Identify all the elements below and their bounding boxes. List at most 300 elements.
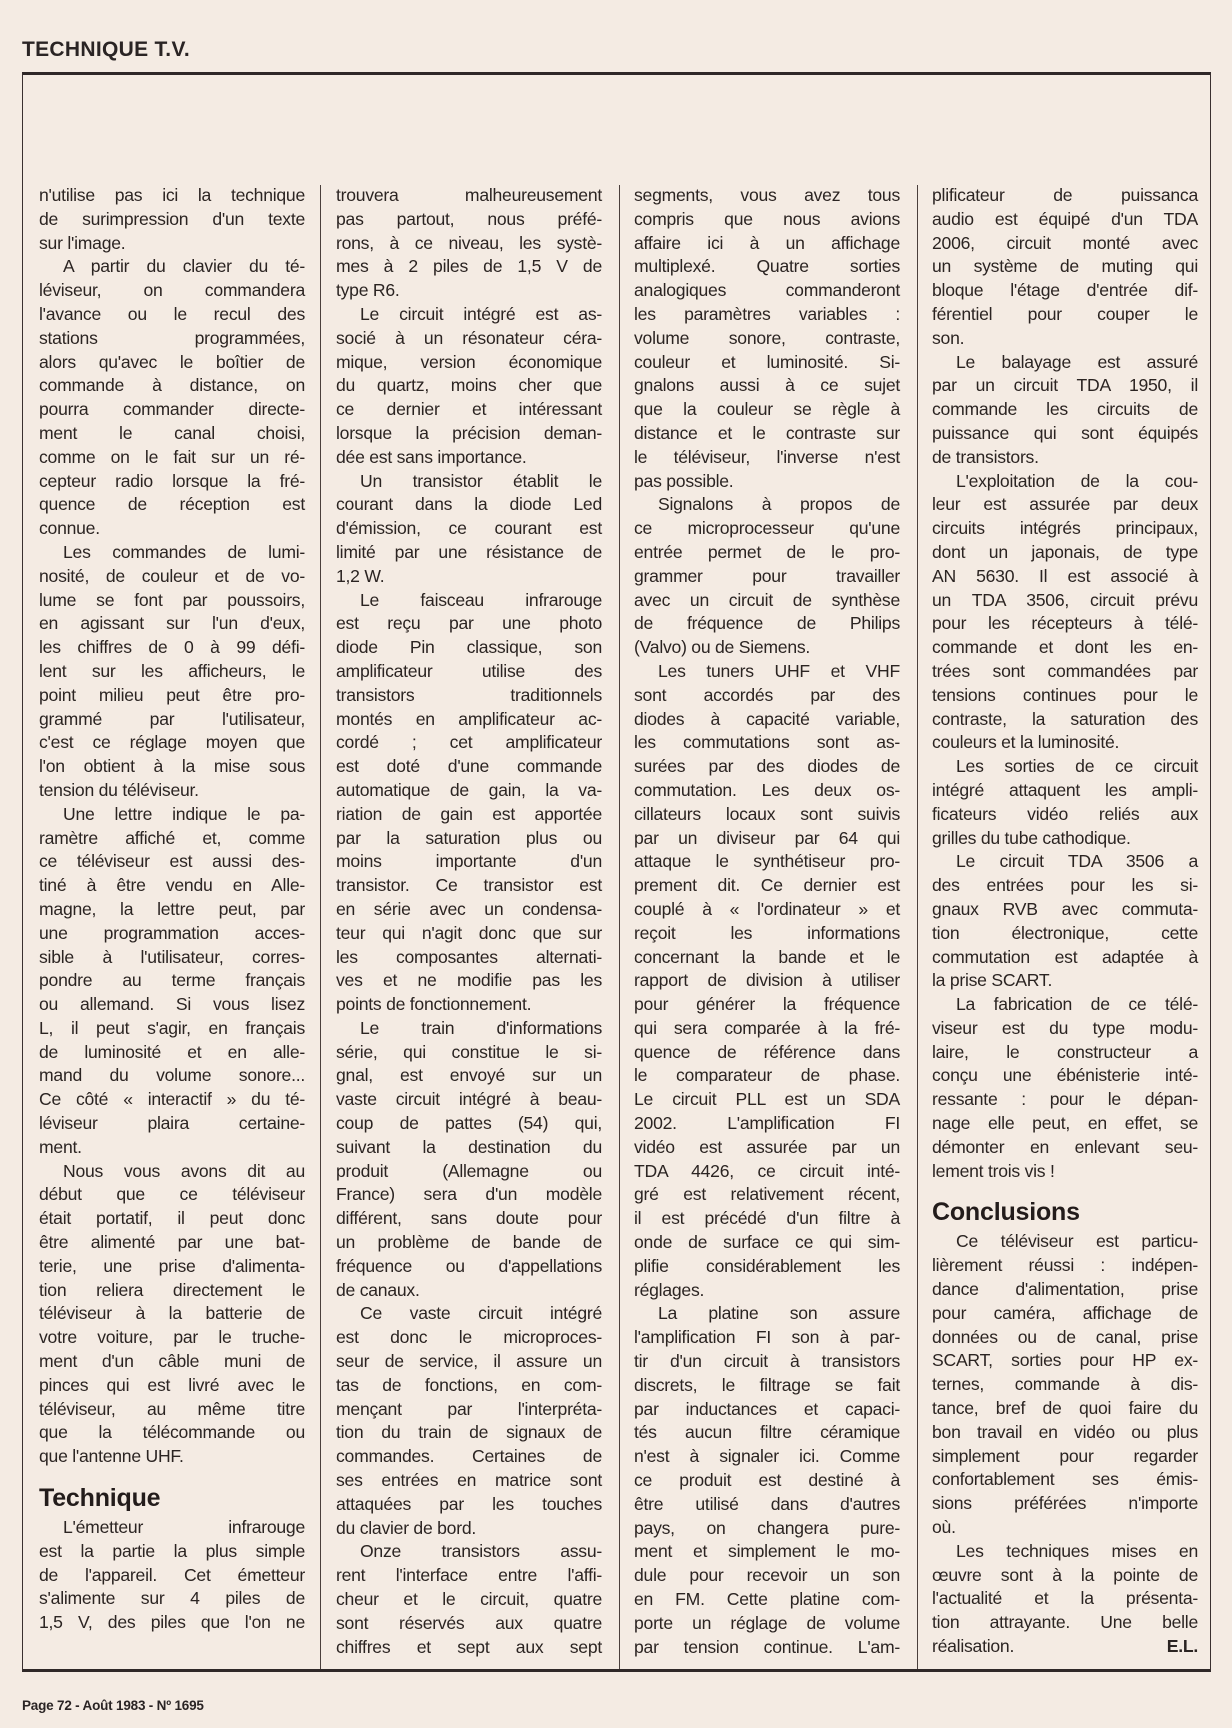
line-text: est doté d'une commande (336, 756, 602, 777)
line-text: trouvera malheureusement (336, 185, 602, 205)
line-text: prement dit. Ce dernier est (634, 875, 900, 896)
line-text: c'est ce réglage moyen que (39, 732, 305, 753)
line-text: tion reliera directement le (39, 1279, 305, 1300)
line-text: n'utilise pas ici la technique (39, 185, 305, 205)
line-text: est la partie la plus simple (39, 1540, 305, 1561)
paragraph (932, 850, 1198, 993)
line-text: TDA 4426, ce circuit inté- (634, 1160, 900, 1181)
line-text: pour générer la fréquence (634, 994, 900, 1015)
line-text: ce dernier et intéressant (336, 399, 602, 420)
text-line (932, 1516, 1198, 1540)
text-line (634, 874, 900, 898)
line-text: diodes à capacité variable, (634, 708, 900, 729)
text-line (932, 1064, 1198, 1088)
line-text: ce produit est destiné à (634, 1470, 900, 1491)
text-line (634, 1017, 900, 1041)
text-line (932, 1373, 1198, 1397)
line-text: il est précédé d'un filtre à (634, 1208, 900, 1229)
text-line (39, 1374, 305, 1398)
paragraph (336, 589, 602, 1017)
line-text: Les tuners UHF et VHF (658, 660, 900, 681)
line-text: est reçu par une photo (336, 613, 602, 634)
text-line (39, 1136, 305, 1160)
line-text: vaste circuit intégré à beau- (336, 1089, 602, 1110)
text-line (634, 684, 900, 708)
text-line (932, 1540, 1198, 1564)
text-line (634, 1183, 900, 1207)
text-line (39, 1564, 305, 1588)
text-line (39, 517, 305, 541)
line-text: pas possible. (634, 470, 734, 491)
text-line (336, 351, 602, 375)
text-line (39, 612, 305, 636)
text-line (336, 969, 602, 993)
line-text: les paramètres variables : (634, 303, 900, 324)
line-text: tas de fonctions, en com- (336, 1374, 602, 1395)
text-line (932, 803, 1198, 827)
line-text: mençant par l'interpréta- (336, 1398, 602, 1419)
line-text: tance, bref de quoi faire du (932, 1398, 1198, 1419)
line-text: 1,5 V, des piles que l'on ne (39, 1612, 305, 1633)
text-line (634, 922, 900, 946)
text-line (336, 708, 602, 732)
text-line (932, 517, 1198, 541)
text-line (634, 1112, 900, 1136)
text-line (39, 351, 305, 375)
text-line (39, 660, 305, 684)
line-text: automatique de gain, la va- (336, 779, 602, 800)
text-line (932, 565, 1198, 589)
line-text: reçoit les informations (634, 922, 900, 943)
paragraph (39, 541, 305, 803)
text-line (336, 1112, 602, 1136)
line-text: où. (932, 1517, 956, 1538)
line-text: ment le canal choisi, (39, 422, 305, 443)
section-heading: Technique (39, 1484, 161, 1513)
line-text: du clavier de bord. (336, 1517, 476, 1538)
text-line (336, 279, 602, 303)
line-text: L'émetteur infrarouge (63, 1517, 305, 1538)
text-line (336, 1041, 602, 1065)
line-text: stations programmées, (39, 327, 305, 348)
text-line (336, 565, 602, 589)
text-line (932, 303, 1198, 327)
text-line (634, 1088, 900, 1112)
text-line (932, 493, 1198, 517)
text-line (336, 327, 602, 351)
line-text: type R6. (336, 280, 400, 301)
text-line (336, 731, 602, 755)
line-text: ment et simplement le mo- (634, 1541, 900, 1562)
line-text: de canaux. (336, 1279, 420, 1300)
text-line (932, 850, 1198, 874)
line-text: montés en amplificateur ac- (336, 708, 602, 729)
line-text: férentiel pour couper le (932, 303, 1198, 324)
text-line (634, 374, 900, 398)
paragraph (39, 1516, 305, 1635)
paragraph (336, 1302, 602, 1540)
text-column-1 (39, 184, 305, 1635)
line-text: analogiques commanderont (634, 280, 900, 301)
text-line (634, 1374, 900, 1398)
text-line (336, 946, 602, 970)
text-line (634, 1160, 900, 1184)
column-divider (619, 185, 620, 1669)
line-text: quence de référence dans (634, 1041, 900, 1062)
line-text: audio est équipé d'un TDA (932, 208, 1198, 229)
line-text: connue. (39, 518, 100, 539)
line-text: du quartz, moins cher que (336, 375, 602, 396)
line-text: mand du volume sonore... (39, 1065, 305, 1086)
text-line (634, 1064, 900, 1088)
text-line (932, 541, 1198, 565)
line-text: magne, la lettre peut, par (39, 898, 305, 919)
line-text: lorsque la précision deman- (336, 422, 602, 443)
line-text: La fabrication de ce télé- (956, 994, 1198, 1015)
line-text: trées sont commandées par (932, 660, 1198, 681)
line-text: AN 5630. Il est associé à (932, 565, 1198, 586)
line-text: amplificateur utilise des (336, 660, 602, 681)
text-line (932, 612, 1198, 636)
line-text: diode Pin classique, son (336, 637, 602, 658)
line-text: alors qu'avec le boîtier de (39, 351, 305, 372)
line-text: socié à un résonateur céra- (336, 327, 602, 348)
line-text: l'actualité et la présenta- (932, 1588, 1198, 1609)
text-line (336, 684, 602, 708)
paragraph (634, 184, 900, 493)
text-line (39, 1611, 305, 1635)
line-text: couleurs et la luminosité. (932, 732, 1120, 753)
text-line (39, 850, 305, 874)
line-text: avec un circuit de synthèse (634, 589, 900, 610)
text-line (336, 1398, 602, 1422)
text-line (39, 1255, 305, 1279)
line-text: ce microprocesseur qu'une (634, 518, 900, 539)
line-text: multiplexé. Quatre sorties (634, 256, 900, 277)
text-line (39, 946, 305, 970)
section-header: TECHNIQUE T.V. (22, 38, 190, 61)
paragraph (39, 803, 305, 1160)
text-line (39, 1207, 305, 1231)
text-line (39, 493, 305, 517)
line-text: onde de surface ce qui sim- (634, 1232, 900, 1253)
line-text: grilles du tube cathodique. (932, 827, 1131, 848)
line-text: ficateurs vidéo reliés aux (932, 803, 1198, 824)
line-text: Le circuit TDA 3506 a (956, 851, 1198, 872)
line-text: son. (932, 327, 965, 348)
line-text: surées par des diodes de (634, 756, 900, 777)
text-line (634, 1421, 900, 1445)
text-line (336, 1636, 602, 1660)
line-text: Ce téléviseur est particu- (956, 1231, 1198, 1252)
line-text: 2006, circuit monté avec (932, 232, 1198, 253)
text-line (932, 351, 1198, 375)
line-text: nage elle peut, en effet, se (932, 1113, 1198, 1134)
line-text: tiné à être vendu en Alle- (39, 875, 305, 896)
line-text: début que ce téléviseur (39, 1184, 305, 1205)
line-text: que la télécommande ou (39, 1422, 305, 1443)
text-line (336, 1493, 602, 1517)
line-text: gnal, est envoyé sur un (336, 1065, 602, 1086)
text-line (39, 1160, 305, 1184)
text-line (634, 1636, 900, 1660)
line-text: couplé à « l'ordinateur » et (634, 898, 900, 919)
line-text: volume sonore, contraste, (634, 327, 900, 348)
text-line (932, 636, 1198, 660)
text-line (634, 1398, 900, 1422)
text-line (634, 232, 900, 256)
text-line (932, 1017, 1198, 1041)
line-text: cepteur radio lorsque la fré- (39, 470, 305, 491)
text-line (39, 731, 305, 755)
text-line (634, 827, 900, 851)
text-line (39, 993, 305, 1017)
text-line (932, 232, 1198, 256)
line-text: œuvre sont à la pointe de (932, 1564, 1198, 1585)
text-line (932, 374, 1198, 398)
text-line (336, 898, 602, 922)
text-line (634, 1207, 900, 1231)
line-text: par tension continue. L'am- (634, 1636, 900, 1657)
line-text: mique, version économique (336, 351, 602, 372)
line-text: tés aucun filtre céramique (634, 1422, 900, 1443)
line-text: viseur est du type modu- (932, 1017, 1198, 1038)
text-line (634, 351, 900, 375)
text-line (336, 922, 602, 946)
line-text: laire, le constructeur a (932, 1041, 1198, 1062)
text-line (336, 398, 602, 422)
line-text: une programmation acces- (39, 922, 305, 943)
text-line (39, 708, 305, 732)
line-text: L'exploitation de la cou- (956, 470, 1198, 491)
line-text: Un transistor établit le (360, 470, 602, 491)
line-text: série, qui constitue le si- (336, 1041, 602, 1062)
line-text: mes à 2 piles de 1,5 V de (336, 256, 602, 277)
line-text: transistors traditionnels (336, 684, 602, 705)
text-line (336, 803, 602, 827)
line-text: (Valvo) ou de Siemens. (634, 637, 811, 658)
text-line (932, 1445, 1198, 1469)
paragraph (336, 303, 602, 470)
paragraph (39, 184, 305, 255)
line-text: données ou de canal, prise (932, 1326, 1198, 1347)
text-line (336, 1540, 602, 1564)
line-text: Ce vaste circuit intégré (360, 1303, 602, 1324)
text-line (39, 1587, 305, 1611)
line-text: simplement pour regarder (932, 1445, 1198, 1466)
text-line (39, 470, 305, 494)
text-line (634, 470, 900, 494)
text-line (39, 1112, 305, 1136)
line-text: Le balayage est assuré (956, 351, 1198, 372)
text-line (336, 1421, 602, 1445)
line-text: comme on le fait sur un ré- (39, 446, 305, 467)
text-line (634, 1326, 900, 1350)
text-line (336, 827, 602, 851)
line-text: sible à l'utilisateur, corres- (39, 946, 305, 967)
line-text: compris que nous avions (634, 208, 900, 229)
line-text: chiffres et sept aux sept (336, 1636, 602, 1657)
line-text: L, il peut s'agir, en français (39, 1017, 305, 1038)
text-line (932, 398, 1198, 422)
text-line (336, 660, 602, 684)
line-text: léviseur plaira certaine- (39, 1113, 305, 1134)
text-line (634, 898, 900, 922)
text-line (932, 208, 1198, 232)
line-text: par inductances et capaci- (634, 1398, 900, 1419)
line-text: la prise SCART. (932, 970, 1053, 991)
text-line (39, 1041, 305, 1065)
line-text: l'on obtient à la mise sous (39, 756, 305, 777)
text-line (336, 1136, 602, 1160)
text-line (634, 779, 900, 803)
text-line (39, 422, 305, 446)
line-text: ternes, commande à dis- (932, 1374, 1198, 1395)
text-line (634, 1540, 900, 1564)
text-line (634, 422, 900, 446)
line-text: sont accordés par des (634, 684, 900, 705)
line-text: teur qui n'agit donc que sur (336, 922, 602, 943)
text-line (336, 1183, 602, 1207)
line-text: téléviseur à la batterie de (39, 1303, 305, 1324)
text-line (634, 589, 900, 613)
text-line (336, 850, 602, 874)
line-text: sur l'image. (39, 232, 126, 253)
text-line (39, 1088, 305, 1112)
text-line (336, 1064, 602, 1088)
line-text: dée est sans importance. (336, 446, 527, 467)
text-line (39, 374, 305, 398)
line-text: les composantes alternati- (336, 946, 602, 967)
line-text: un problème de bande de (336, 1232, 602, 1253)
paragraph (932, 993, 1198, 1183)
line-text: ment. (39, 1136, 82, 1157)
line-text: les chiffres de 0 à 99 défi- (39, 637, 305, 658)
line-text: en série avec un condensa- (336, 898, 602, 919)
paragraph (932, 1540, 1198, 1659)
text-line (634, 565, 900, 589)
text-line (336, 612, 602, 636)
text-line (39, 898, 305, 922)
text-line (39, 303, 305, 327)
line-text: transistor. Ce transistor est (336, 875, 602, 896)
line-text: gnalons aussi à ce sujet (634, 375, 900, 396)
line-text: ves et ne modifie pas les (336, 970, 602, 991)
text-line (634, 660, 900, 684)
line-text: cordé ; cet amplificateur (336, 732, 602, 753)
text-line (932, 755, 1198, 779)
text-line (336, 779, 602, 803)
text-line (932, 422, 1198, 446)
text-line (634, 446, 900, 470)
line-text: lent sur les afficheurs, le (39, 660, 305, 681)
text-line (336, 1279, 602, 1303)
line-text: concernant la bande et le (634, 946, 900, 967)
text-line (932, 1326, 1198, 1350)
line-text: différent, sans doute pour (336, 1208, 602, 1229)
text-line (932, 898, 1198, 922)
line-text: pays, on changera pure- (634, 1517, 900, 1538)
text-line (932, 827, 1198, 851)
line-text: point milieu peut être pro- (39, 684, 305, 705)
line-text: grammer pour travailler (634, 565, 900, 586)
text-line (634, 612, 900, 636)
text-line (634, 327, 900, 351)
line-text: fréquence ou d'appellations (336, 1255, 602, 1276)
line-text: circuits intégrés principaux, (932, 518, 1198, 539)
line-text: de luminosité et en alle- (39, 1041, 305, 1062)
line-text: de transistors. (932, 446, 1039, 467)
text-column-2 (336, 184, 602, 1659)
column-divider (917, 185, 918, 1669)
text-line (39, 969, 305, 993)
text-line (932, 1397, 1198, 1421)
line-text: votre voiture, par le truche- (39, 1327, 305, 1348)
text-line (336, 1255, 602, 1279)
line-text: un système de muting qui (932, 256, 1198, 277)
text-line (336, 303, 602, 327)
text-line (634, 803, 900, 827)
text-line (39, 184, 305, 208)
line-text: des entrées pour les si- (932, 875, 1198, 896)
paragraph (336, 1017, 602, 1303)
text-line (932, 589, 1198, 613)
line-text: Les sorties de ce circuit (956, 756, 1198, 777)
text-line (39, 779, 305, 803)
text-line (336, 1612, 602, 1636)
text-line (634, 303, 900, 327)
line-text: commutation est adaptée à (932, 946, 1198, 967)
text-line (336, 1302, 602, 1326)
line-text: Le faisceau infrarouge (360, 589, 602, 610)
line-text: les commutations sont as- (634, 732, 900, 753)
line-text: couleur et luminosité. Si- (634, 351, 900, 372)
line-text: n'est à signaler ici. Comme (634, 1446, 900, 1467)
text-line (932, 327, 1198, 351)
line-text: démonter en enlevant seu- (932, 1136, 1198, 1157)
text-line (634, 398, 900, 422)
line-text: pour caméra, affichage de (932, 1302, 1198, 1323)
line-text: 2002. L'amplification FI (634, 1113, 900, 1134)
line-text: que l'antenne UHF. (39, 1446, 184, 1467)
text-line (932, 470, 1198, 494)
paragraph (39, 1160, 305, 1469)
text-line (634, 1041, 900, 1065)
line-text: commandes. Certaines de (336, 1446, 602, 1467)
line-text: être utilisé dans d'autres (634, 1493, 900, 1514)
text-line (336, 255, 602, 279)
line-text: qui sera comparée à la fré- (634, 1017, 900, 1038)
text-line (39, 541, 305, 565)
line-text: tion attrayante. Une belle (932, 1612, 1198, 1633)
line-text: l'avance ou le recul des (39, 303, 305, 324)
paragraph (932, 755, 1198, 850)
line-text: Nous vous avons dit au (63, 1160, 305, 1181)
text-line (932, 1611, 1198, 1635)
line-text: commutation. Les deux os- (634, 779, 900, 800)
text-line (634, 1231, 900, 1255)
line-text: en FM. Cette platine com- (634, 1589, 900, 1610)
text-line (932, 279, 1198, 303)
line-text: puissance qui sont équipés (932, 422, 1198, 443)
line-text: Le circuit intégré est as- (360, 303, 602, 324)
line-text: plificateur de puissanca (932, 185, 1198, 205)
line-text: entrée permet de le pro- (634, 541, 900, 562)
line-text: tion du train de signaux de (336, 1422, 602, 1443)
text-line (634, 279, 900, 303)
text-line (39, 446, 305, 470)
page-footer: Page 72 - Août 1983 - Nº 1695 (22, 1698, 204, 1713)
